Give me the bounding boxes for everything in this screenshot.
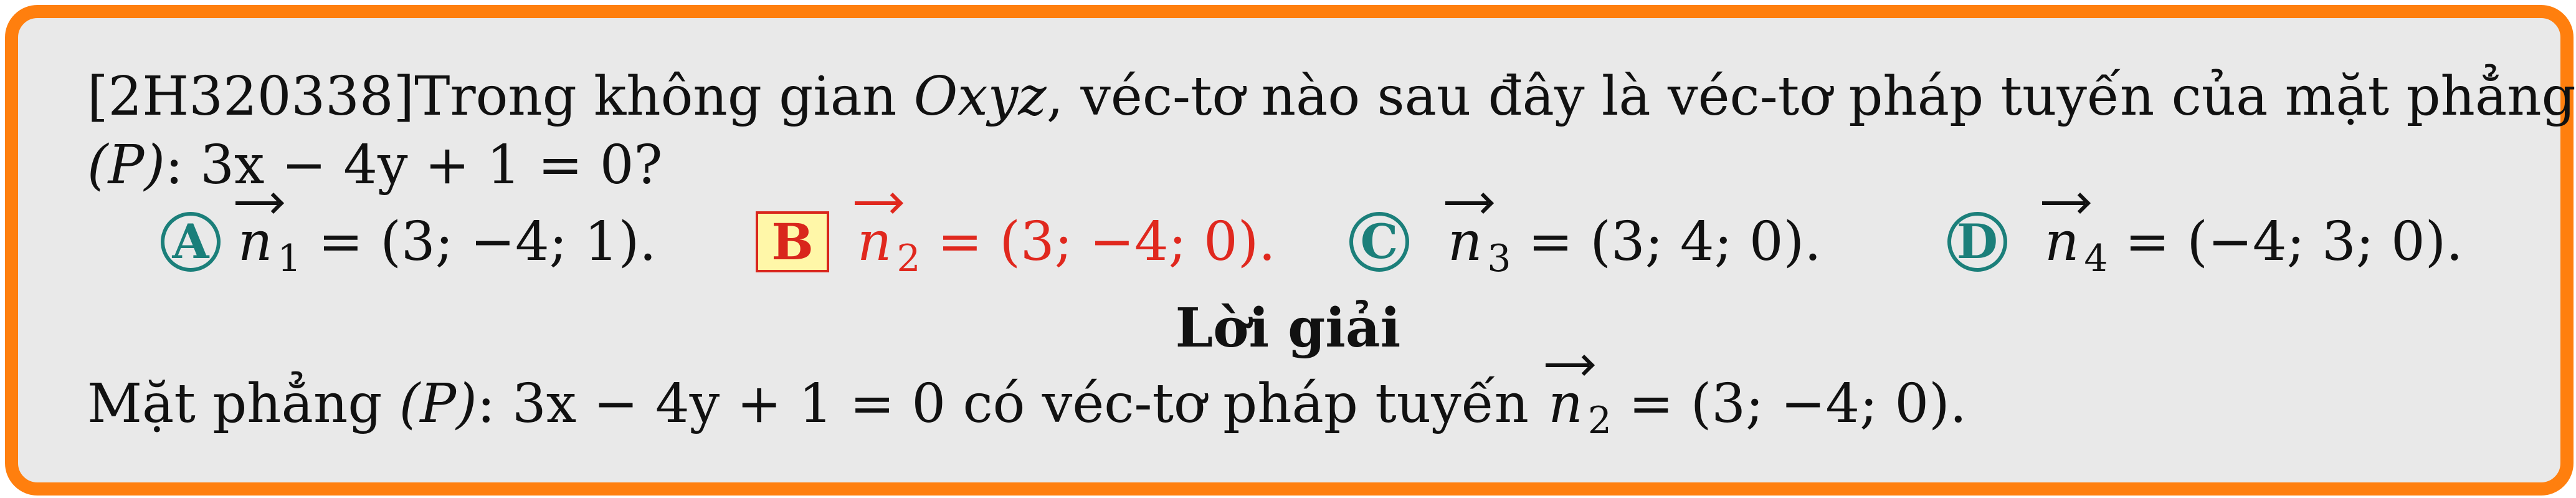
option-d-index: 4 xyxy=(2084,237,2108,280)
option-a-marker[interactable]: A xyxy=(161,212,221,272)
option-a-value: = (3; −4; 1). xyxy=(318,211,657,273)
solution-vector-index: 2 xyxy=(1587,399,1612,443)
option-b[interactable] xyxy=(855,211,1276,280)
solution-text-a: Mặt phẳng xyxy=(87,373,399,435)
option-c-marker[interactable]: C xyxy=(1349,212,1409,272)
option-d-value: = (−4; 3; 0). xyxy=(2124,211,2463,273)
question-line-1 xyxy=(87,65,2576,128)
option-c[interactable] xyxy=(1445,211,1822,280)
option-b-value: = (3; −4; 0). xyxy=(937,211,1276,273)
option-a-index: 1 xyxy=(277,237,302,280)
plane-name: (P) xyxy=(87,134,165,196)
vector-n-symbol: n xyxy=(235,215,275,269)
question-id: [2H320338] xyxy=(87,65,415,128)
vector-n-symbol: n xyxy=(1546,377,1585,431)
option-b-marker[interactable]: B xyxy=(756,211,829,272)
option-d-marker[interactable]: D xyxy=(1947,212,2007,272)
question-text-b: , véc-tơ nào sau đây là véc-tơ pháp tuyến của mặt phẳng xyxy=(1046,65,2576,128)
option-d[interactable] xyxy=(2042,211,2463,280)
vector-n-symbol: n xyxy=(1445,215,1485,269)
vector-n-symbol: n xyxy=(855,215,894,269)
plane-equation: : 3x − 4y + 1 = 0? xyxy=(164,134,663,196)
solution-text-b: : 3x − 4y + 1 = 0 có véc-tơ pháp tuyến xyxy=(477,373,1546,435)
solution-plane-name: (P) xyxy=(399,373,477,435)
option-a[interactable] xyxy=(235,211,657,280)
question-text-a: Trong không gian xyxy=(414,65,914,128)
option-c-index: 3 xyxy=(1487,237,1511,280)
solution-heading: Lời giải xyxy=(1175,297,1401,360)
option-c-value: = (3; 4; 0). xyxy=(1528,211,1822,273)
solution-vector-value: = (3; −4; 0). xyxy=(1628,373,1967,435)
solution-text xyxy=(87,373,1967,443)
option-b-index: 2 xyxy=(896,237,921,280)
space-name: Oxyz xyxy=(913,65,1047,128)
question-line-2 xyxy=(87,134,663,196)
vector-n-symbol: n xyxy=(2042,215,2081,269)
